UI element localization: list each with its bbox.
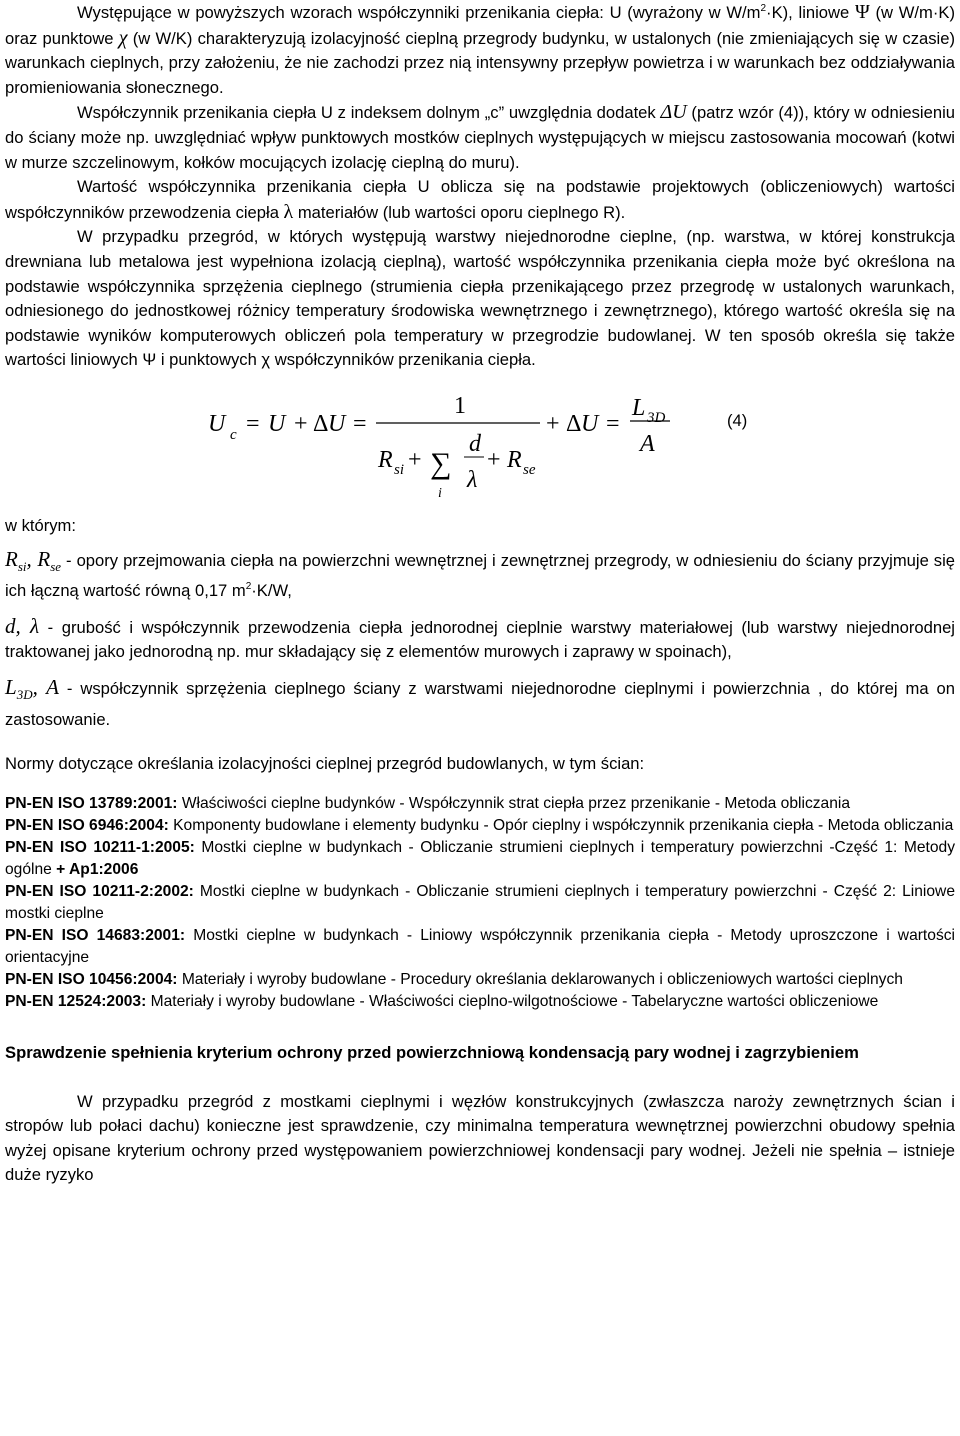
formula-l: L bbox=[632, 394, 646, 421]
formula-plus: + bbox=[294, 410, 308, 437]
definition-l3d-a bbox=[5, 675, 955, 732]
norm-item: PN-EN ISO 14683:2001: Mostki cieplne w budynkach - Liniowy współczynnik przenikania ciepła - Metody uproszczone i wartości orientacyjne bbox=[5, 927, 955, 967]
formula-sub-3d: 3D bbox=[647, 409, 666, 426]
paragraph-thermal-bridges: W przypadku przegród z mostkami cieplnymi i węzłów konstrukcyjnych (zwłaszcza naroży zewnętrznych ścian i stropów lub połaci dachu) konieczne jest sprawdzenie, czy minimalna temperatura wewnętrznej powierzchni obudowy spełnia wyżej opisane kryterium ochrony przed występowaniem powierzchniowej kondensacji pary wodnej. Jeżeli nie spełnia – istnieje duże ryzyko bbox=[5, 1091, 955, 1185]
delta-u-symbol: ΔU bbox=[660, 101, 687, 124]
paragraph-delta-u bbox=[5, 100, 955, 175]
text: (w W/K) charakteryzują izolacyjność cieplną przegrody budynku, w ustalonych (nie zmieniających się w czasie) warunkach cieplnych, przy założeniu, że nie zachodzi przez nią intensywny przepływ powietrza i w warunkach bez oddziaływania promieniowania słonecznego. bbox=[5, 28, 955, 97]
formula-block bbox=[5, 385, 955, 510]
formula-plus2: + bbox=[408, 446, 422, 473]
formula-d: d bbox=[469, 430, 481, 457]
norm-item: PN-EN ISO 10456:2004: Materiały i wyroby budowlane - Procedury określania deklarowanych i obliczeniowych wartości cieplnych bbox=[5, 971, 903, 989]
text: - grubość i współczynnik przewodzenia ciepła jednorodnej cieplnie warstwy materiałowej (lub warstwy niejednorodnej traktowanej jako jednorodną np. mur składający się z elementów murowych i zaprawy w spoinach), bbox=[5, 617, 955, 662]
norms-intro: Normy dotyczące określania izolacyjności cieplnej przegród budowlanych, w tym ścian: bbox=[5, 754, 645, 774]
formula-eq: = bbox=[246, 410, 260, 437]
formula-u4: U bbox=[581, 410, 599, 437]
formula-delta2: Δ bbox=[566, 410, 582, 437]
formula-u2: U bbox=[268, 410, 286, 437]
formula-sum: ∑ bbox=[430, 446, 452, 480]
norm-item: PN-EN ISO 6946:2004: Komponenty budowlane i elementy budynku - Opór cieplny i współczynnik przenikania ciepła - Metoda obliczania bbox=[5, 817, 954, 835]
formula-plus4: + bbox=[546, 410, 560, 437]
formula-eq2: = bbox=[353, 410, 367, 437]
text: - opory przejmowania ciepła na powierzchni wewnętrznej i zewnętrznej przegrody, w odniesieniu do ściany przyjmuje się ich łączną wartość równą 0,17 m bbox=[5, 550, 955, 601]
document-page bbox=[5, 0, 955, 1188]
formula-sub-c: c bbox=[230, 426, 237, 443]
formula-u3: U bbox=[328, 410, 346, 437]
superscript: 2 bbox=[760, 3, 767, 14]
formula-delta: Δ bbox=[313, 410, 329, 437]
formula-one: 1 bbox=[454, 392, 466, 419]
text: Współczynnik przenikania ciepła U z indeksem dolnym „c” uwzględnia dodatek bbox=[77, 103, 661, 123]
formula-r: R bbox=[378, 446, 393, 473]
definition-rsi-rse bbox=[5, 547, 955, 604]
norm-item: PN-EN ISO 13789:2001: Właściwości cieplne budynków - Współczynnik strat ciepła przez przenikanie - Metoda obliczania bbox=[5, 795, 851, 813]
lambda-symbol: λ bbox=[283, 200, 294, 223]
text: materiałów (lub wartości oporu cieplnego R). bbox=[293, 202, 626, 222]
formula-sub-se: se bbox=[523, 461, 536, 478]
text: (w W/m·K) oraz punktowe bbox=[5, 3, 955, 48]
paragraph-coefficients bbox=[5, 0, 955, 100]
paragraph-inhomogeneous: W przypadku przegród, w których występują warstwy niejednorodne cieplne, (np. warstwa, w której konstrukcja drewniana lub metalowa jest wypełniona izolacją cieplną), wartość współczynnika przenikania ciepła może być określona na podstawie współczynnika sprzężenia cieplnego (strumienia ciepła przenikającego przez przegrodę w ustalonych warunkach, odniesionego do jednostkowej różnicy temperatury środowiska wewnętrznego i zewnętrznego), którego wartość określa się na podstawie wyników komputerowych obliczeń pola temperatury w przegrodzie budowlanej. W ten sposób określa się także wartości liniowych Ψ i punktowych χ współczynników przenikania ciepła. bbox=[5, 227, 955, 370]
rsi-symbol: $R_{si}$, $R_{se}$ bbox=[5, 546, 62, 574]
text: Wartość współczynnika przenikania ciepła U oblicza się na podstawie projektowych (obliczeniowych) wartości współczynników przewodzenia ciepła bbox=[5, 177, 955, 222]
wherein-label: w którym: bbox=[5, 515, 76, 535]
formula-eq3: = bbox=[606, 410, 620, 437]
l3d-symbol: $L_{3D}$, A bbox=[5, 675, 59, 703]
formula-a: A bbox=[640, 430, 655, 457]
d-lambda-symbol: d, λ bbox=[5, 613, 40, 638]
equation-number: (4) bbox=[727, 410, 748, 430]
norms-list bbox=[5, 793, 955, 1013]
text: ·K), liniowe bbox=[766, 3, 855, 22]
text: ·K/W, bbox=[251, 581, 292, 601]
section-heading: Sprawdzenie spełnienia kryterium ochrony przed powierzchniową kondensacją pary wodnej i zagrzybieniem bbox=[5, 1043, 859, 1063]
formula-sub-si: si bbox=[394, 461, 405, 478]
formula-r2: R bbox=[507, 446, 522, 473]
definition-d-lambda bbox=[5, 614, 955, 665]
formula-lambda: λ bbox=[467, 466, 478, 493]
norm-item: PN-EN ISO 10211-1:2005: Mostki cieplne w budynkach - Obliczanie strumieni cieplnych i temperatury powierzchni -Część 1: Metody ogólne + Ap1:2006 bbox=[5, 839, 955, 879]
formula-plus3: + bbox=[487, 446, 501, 473]
formula-u: U bbox=[208, 410, 226, 437]
chi-symbol: χ bbox=[118, 26, 128, 49]
superscript: 2 bbox=[245, 581, 252, 593]
text: Występujące w powyższych wzorach współczynniki przenikania ciepła: U (wyrażony w W/m bbox=[77, 3, 761, 22]
psi-symbol: Ψ bbox=[855, 1, 870, 23]
text: - współczynnik sprzężenia cieplnego ściany z warstwami niejednorodne cieplnymi i powierzchnia , do której ma on zastosowanie. bbox=[5, 679, 955, 729]
formula-4 bbox=[200, 385, 800, 510]
text: (patrz wzór (4)), który w odniesieniu do ściany może np. uwzględniać wpływ punktowych mostków cieplnych występujących w miejscu zastosowania mocowań (kotwi w murze szczelinowym, kołków mocujących izolację cieplną do muru). bbox=[5, 103, 955, 172]
norm-item: PN-EN ISO 10211-2:2002: Mostki cieplne w budynkach - Obliczanie strumieni cieplnych i temperatury powierzchni - Część 2: Liniowe mostki cieplne bbox=[5, 883, 955, 923]
formula-sub-i: i bbox=[438, 485, 442, 501]
paragraph-lambda bbox=[5, 175, 955, 225]
norm-item: PN-EN 12524:2003: Materiały i wyroby budowlane - Właściwości cieplno-wilgotnościowe - Tabelaryczne wartości obliczeniowe bbox=[5, 993, 879, 1011]
